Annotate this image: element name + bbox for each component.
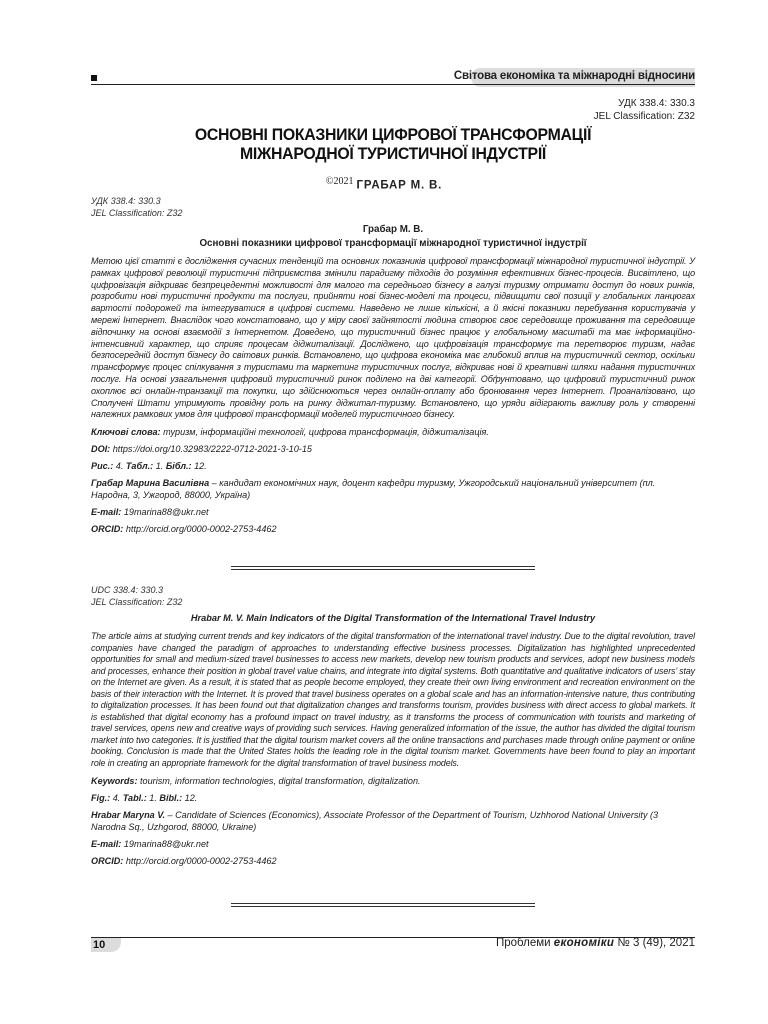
ua-figs: 4. xyxy=(113,461,126,472)
en-orcid-link[interactable]: http://orcid.org/0000-0002-2753-4462 xyxy=(123,856,277,866)
en-counts xyxy=(91,792,695,804)
ua-bibl: 12. xyxy=(191,461,207,472)
udk-right: УДК 338.4: 330.3 xyxy=(618,98,695,109)
ua-doi-label: DOI: xyxy=(91,444,111,455)
en-tabl-label: Tabl.: xyxy=(122,793,147,803)
en-email xyxy=(91,838,695,850)
article-title-line2: МІЖНАРОДНОЇ ТУРИСТИЧНОЇ ІНДУСТРІЇ xyxy=(239,145,547,163)
en-email-link[interactable]: 19marina88@ukr.net xyxy=(121,839,209,849)
ua-author-affiliation: – кандидат економічних наук, доцент кафедри туризму, Ужгородський національний університет (пл. Народна, 3, Ужгород, 88000, Україна) xyxy=(91,478,656,501)
en-orcid-label: ORCID: xyxy=(91,856,124,866)
jel-right: JEL Classification: Z32 xyxy=(593,111,695,122)
en-figs: 4. xyxy=(110,793,123,803)
ua-counts xyxy=(91,460,695,472)
ua-orcid xyxy=(91,523,695,535)
en-bibl-label: Bibl.: xyxy=(159,793,183,803)
journal-prefix: Проблеми xyxy=(496,937,554,949)
ua-figs-label: Рис.: xyxy=(91,461,114,472)
en-orcid xyxy=(91,855,695,867)
en-abstract-section xyxy=(91,585,695,867)
ua-orcid-link[interactable]: http://orcid.org/0000-0002-2753-4462 xyxy=(123,524,277,535)
en-bibl: 12. xyxy=(182,793,198,803)
journal-emphasis: економіки xyxy=(553,937,615,949)
copyright-mark: ©2021 xyxy=(325,176,354,187)
separator-bottom xyxy=(231,903,535,904)
separator-bottom-2 xyxy=(231,906,535,907)
ua-tabl: 1. xyxy=(153,461,166,472)
ua-email-label: E-mail: xyxy=(91,507,122,518)
ua-doi xyxy=(91,443,695,455)
ua-jel: JEL Classification: Z32 xyxy=(91,207,183,218)
en-author-affiliation: – Candidate of Sciences (Economics), Associate Professor of the Department of Tourism, Uzhhorod National University (3 Narodna Sq., Uzhgorod, 88000, Ukraine) xyxy=(91,810,659,832)
ua-author: Грабар М. В. xyxy=(362,224,424,235)
ua-keywords-label: Ключові слова: xyxy=(91,427,161,438)
en-abstract: The article aims at studying current trends and key indicators of the digital transformation of the international travel industry. Due to the digital revolution, travel companies have changed the paradigm of approaches to understanding effective business processes. Digitalization has highlighted unprecedented opportunities for small and medium-sized travel businesses to access new markets, develop new tourism products and services, adopt new business models and processes, enhance their position in global travel value chains, and integrate into digital systems. Both quantitative and qualitative indicators of users’ stay on the Internet are given. As a result, it is stated that as people become employed, they create their own living environment and recreation environment on the basis of their interaction with the Internet. It is proved that travel business operates on a global scale and has an information-intensive nature, thus contributing to digitalization processes. It has been found out that digitalization changes and transforms tourism, provides business with direct access to global markets. It is established that digital economy has a profound impact on travel industry, as it transforms the process of communication with tourists and marketing of travel services, opens new and creative ways of providing such services. Having generalized information of the issue, the author has divided the digital tourism market into two categories. It is justified that the digital tourism market covers all the online transactions and purchases made through online payment or online booking. Conclusion is made that the United States holds the leading role in the digital tourism market. Governments have been found to play an important role in creating an appropriate framework for the digital transformation of travel business models. xyxy=(91,631,695,768)
separator-top-2 xyxy=(231,569,535,570)
ua-orcid-label: ORCID: xyxy=(91,524,124,535)
udk-right-block xyxy=(594,97,695,123)
en-jel: JEL Classification: Z32 xyxy=(91,596,183,607)
en-email-label: E-mail: xyxy=(91,839,122,849)
en-figs-label: Fig.: xyxy=(91,793,111,803)
en-title: Hrabar M. V. Main Indicators of the Digital Transformation of the International Travel Industry xyxy=(190,613,596,623)
copyright-line xyxy=(0,176,768,192)
en-keywords-text: tourism, information technologies, digital transformation, digitalization. xyxy=(137,776,421,786)
en-keywords-label: Keywords: xyxy=(91,776,138,786)
header-rule xyxy=(91,84,695,85)
ua-abstract: Метою цієї статті є дослідження сучасних тенденцій та основних показників цифрової трансформації міжнародної туристичної індустрії. У рамках цифрової революції туристичні підприємства змінили парадигму підходів до розуміння ефективних бізнес-процесів. Висвітлено, що цифровізація відкриває безпрецедентні можливості для малого та середнього бізнесу в галузі туризму отримати доступ до нових ринків, розробити нові туристичні продукти та послуги, прийняти нові бізнес-моделі та процеси, підвищити свої позиції у глобальних ланцюгах вартості подорожей та інтегруватися в цифрові системи. Наведено не лише кількісні, а й якісні показники перебування користувачів у мережі Інтернет. Внаслідок чого констатовано, що у міру своєї зайнятості людина створює своє середовище проживання та середовище відпочинку на основі взаємодії з Інтернетом. Доведено, що туристичний бізнес працює у глобальному масштабі та має інформаційно-інтенсивний характер, що сприяє процесам діджиталізації. Досліджено, що цифровізація трансформує та перетворює туризм, надає безпосередній доступ бізнесу до світових ринків. Встановлено, що цифрова економіка має глибокий вплив на туристичний сектор, оскільки трансформує процес спілкування з туристами та маркетинг туристичних послуг, відкриває нові й креативні шляхи надання туристичних послуг. На основі узагальнення цифровий туристичний ринок поділено на дві категорії. Обґрунтовано, що цифровий туристичний ринок охоплює всі онлайн-транзакції та покупки, що здійснюються через онлайн-оплату або бронювання через Інтернет. Проаналізовано, що Сполучені Штати утримують провідну роль на ринку діджитал-туризму. Встановлено, що уряди відіграють важливу роль у створенні належних рамкових умов для цифрової трансформації моделей туристичного бізнесу. xyxy=(91,256,695,420)
en-author-info xyxy=(91,809,695,833)
ua-keywords xyxy=(91,426,695,438)
article-title-line1: ОСНОВНІ ПОКАЗНИКИ ЦИФРОВОЇ ТРАНСФОРМАЦІЇ xyxy=(194,126,592,144)
ua-email xyxy=(91,506,695,518)
en-udc: UDC 338.4: 330.3 xyxy=(91,585,164,595)
en-tabl: 1. xyxy=(146,793,160,803)
ua-bibl-label: Бібл.: xyxy=(165,461,192,472)
ua-keywords-text: туризм, інформаційні технології, цифрова трансформація, діджиталізація. xyxy=(160,427,489,438)
en-keywords xyxy=(91,775,695,787)
article-title xyxy=(103,126,683,164)
page-number: 10 xyxy=(93,939,106,951)
copyright-author: ГРАБАР М. В. xyxy=(356,179,443,192)
ua-author-info xyxy=(91,477,695,501)
en-author-full: Hrabar Maryna V. xyxy=(91,810,165,820)
ua-title: Основні показники цифрової трансформації міжнародної туристичної індустрії xyxy=(199,238,587,249)
journal-name xyxy=(496,937,695,949)
ua-abstract-section xyxy=(91,196,695,535)
journal-suffix: № 3 (49), 2021 xyxy=(614,937,695,949)
ua-doi-link[interactable]: https://doi.org/10.32983/2222-0712-2021-3-10-15 xyxy=(110,444,312,455)
ua-email-link[interactable]: 19marina88@ukr.net xyxy=(121,507,209,518)
header-section-title: Світова економіка та міжнародні відносини xyxy=(453,70,695,82)
ua-udk: УДК 338.4: 330.3 xyxy=(91,196,161,206)
separator-top xyxy=(231,566,535,567)
header-square-bullet xyxy=(91,75,97,81)
ua-author-full: Грабар Марина Василівна xyxy=(91,478,210,489)
ua-tabl-label: Табл.: xyxy=(125,461,154,472)
